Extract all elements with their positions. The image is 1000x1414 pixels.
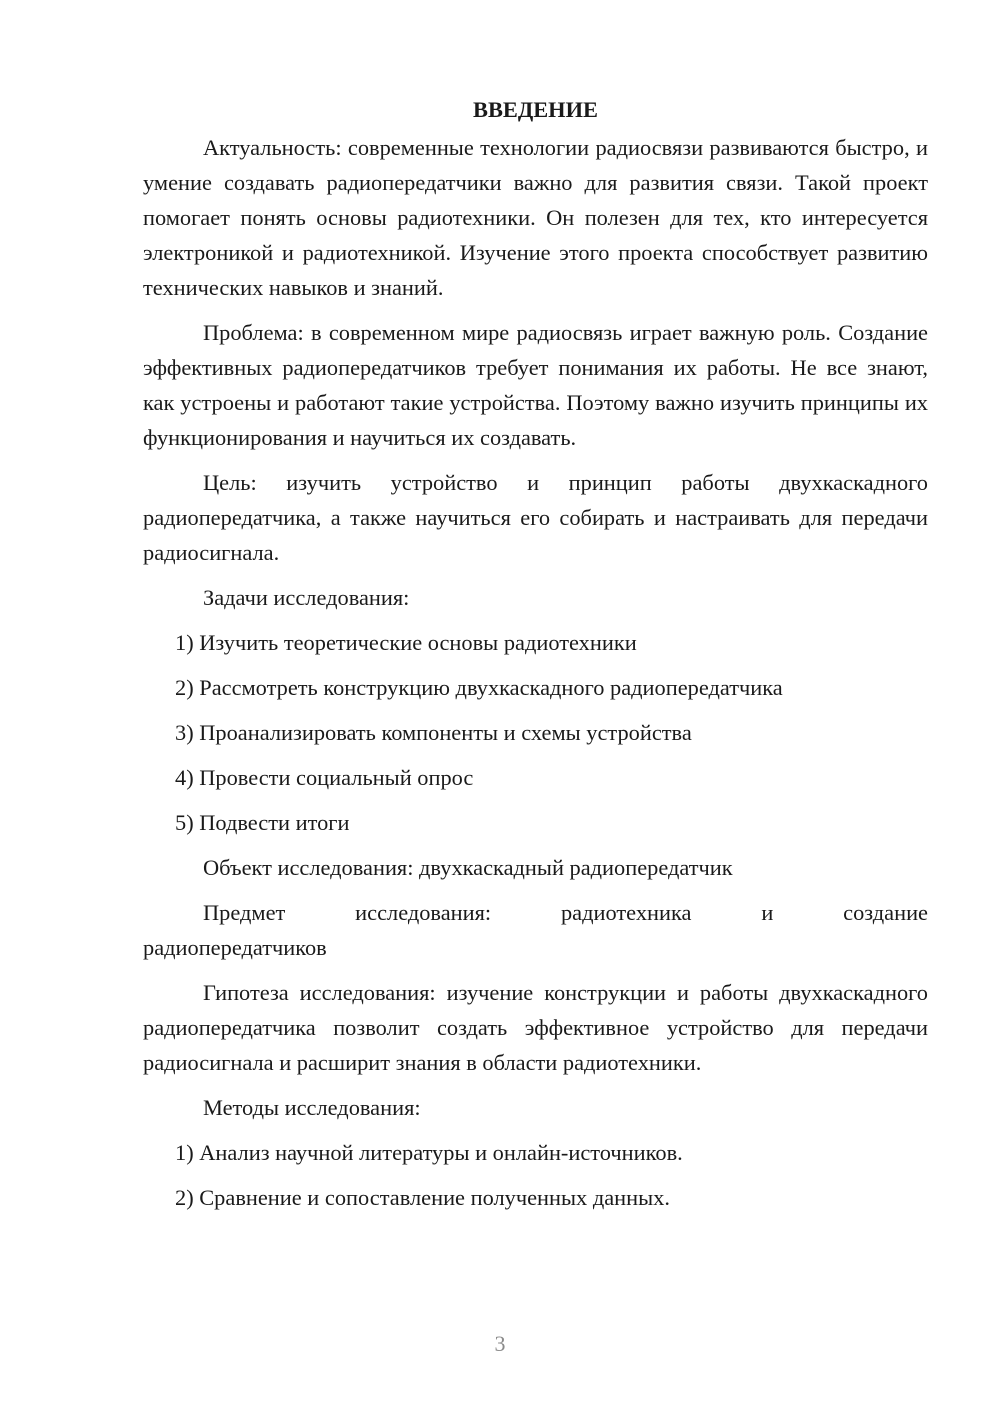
task-item-2: 2) Рассмотреть конструкцию двухкаскадного радиопередатчика	[175, 675, 783, 700]
object-line: Объект исследования: двухкаскадный радиопередатчик	[203, 855, 733, 880]
section-title: ВВЕДЕНИЕ	[473, 97, 598, 122]
relevance-paragraph: Актуальность: современные технологии радиосвязи развиваются быстро, и умение создавать радиопередатчики важно для развития связи. Такой проект помогает понять основы радиотехники. Он полезен для тех, кто интересуется электроникой и радиотехникой. Изучение этого проекта способствует развитию технических навыков и знаний.	[143, 135, 928, 300]
task-item-1: 1) Изучить теоретические основы радиотехники	[175, 630, 637, 655]
goal-paragraph: Цель: изучить устройство и принцип работы двухкаскадного радиопередатчика, а также научиться его собирать и настраивать для передачи радиосигнала.	[143, 470, 928, 565]
method-item-2: 2) Сравнение и сопоставление полученных данных.	[175, 1185, 670, 1210]
hypothesis-paragraph: Гипотеза исследования: изучение конструкции и работы двухкаскадного радиопередатчика позволит создать эффективное устройство для передачи радиосигнала и расширит знания в области радиотехники.	[143, 980, 928, 1075]
problem-paragraph: Проблема: в современном мире радиосвязь играет важную роль. Создание эффективных радиопередатчиков требует понимания их работы. Не все знают, как устроены и работают такие устройства. Поэтому важно изучить принципы их функционирования и научиться их создавать.	[143, 320, 928, 450]
subject-paragraph	[143, 895, 928, 965]
method-item-1: 1) Анализ научной литературы и онлайн-источников.	[175, 1140, 683, 1165]
task-item-3: 3) Проанализировать компоненты и схемы устройства	[175, 720, 692, 745]
task-item-4: 4) Провести социальный опрос	[175, 765, 474, 790]
subject-line-1: Предмет исследования: радиотехника и создание	[203, 900, 928, 925]
page-number: 3	[494, 1331, 506, 1356]
task-item-5: 5) Подвести итоги	[175, 810, 350, 835]
page-content	[143, 92, 928, 1225]
subject-line-2: радиопередатчиков	[143, 935, 327, 960]
methods-heading: Методы исследования:	[203, 1095, 421, 1120]
tasks-heading: Задачи исследования:	[203, 585, 410, 610]
